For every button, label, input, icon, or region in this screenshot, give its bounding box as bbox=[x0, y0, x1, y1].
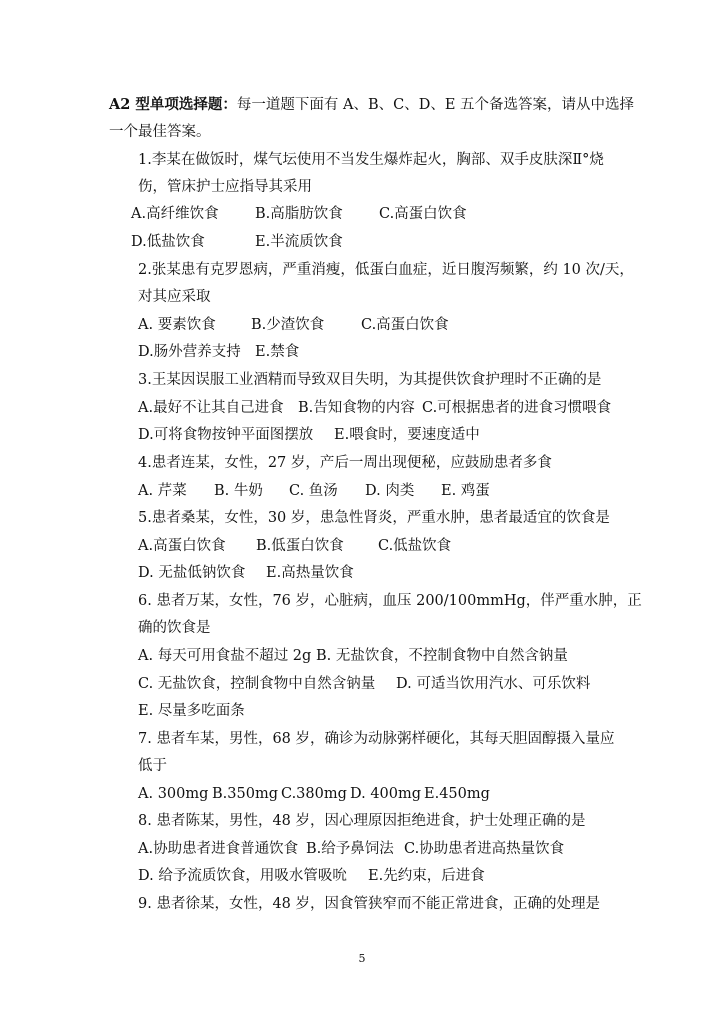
q6-options-row-3: E. 尽量多吃面条 bbox=[138, 703, 245, 719]
q2-stem-line-1: 2.张某患有克罗恩病，严重消瘦，低蛋白血症，近日腹泻频繁，约 10 次/天， bbox=[138, 262, 634, 278]
option: B. 牛奶 bbox=[214, 483, 263, 499]
intro-text: 每一道题下面有 A、B、C、D、E 五个备选答案，请从中选择 bbox=[236, 97, 635, 113]
option: D.低盐饮食 bbox=[131, 234, 205, 250]
q1-options-row-2 bbox=[131, 232, 343, 252]
q2-options-row-2 bbox=[138, 342, 299, 362]
option: D. 可适当饮用汽水、可乐饮料 bbox=[396, 676, 591, 692]
q9-stem-line-1: 9. 患者徐某，女性，48 岁，因食管狭窄而不能正常进食，正确的处理是 bbox=[138, 896, 601, 912]
q4-options-row-1 bbox=[138, 481, 490, 501]
q6-options-row-1 bbox=[138, 646, 568, 666]
option: C. 鱼汤 bbox=[289, 483, 338, 499]
option: B.低蛋白饮食 bbox=[256, 538, 344, 554]
q5-options-row-2 bbox=[138, 563, 354, 583]
option: C. 无盐饮食，控制食物中自然含钠量 bbox=[138, 676, 376, 692]
q5-stem-line-1: 5.患者桑某，女性，30 岁，患急性肾炎，严重水肿，患者最适宜的饮食是 bbox=[138, 510, 610, 526]
option: E.半流质饮食 bbox=[255, 234, 343, 250]
q1-stem-line-2: 伤，管床护士应指导其采用 bbox=[138, 179, 312, 195]
q8-options-row-1 bbox=[138, 839, 564, 859]
q6-stem-line-1: 6. 患者万某，女性，76 岁，心脏病，血压 200/100mmHg，伴严重水肿，正 bbox=[138, 593, 642, 609]
option: D.肠外营养支持 bbox=[138, 344, 241, 360]
intro-line-2: 一个最佳答案。 bbox=[109, 124, 211, 140]
option: E.喂食时，要速度适中 bbox=[334, 427, 480, 443]
option: B. 无盐饮食，不控制食物中自然含钠量 bbox=[316, 648, 568, 664]
option: C.低盐饮食 bbox=[378, 538, 452, 554]
option: E. 鸡蛋 bbox=[441, 483, 490, 499]
q3-options-row-1 bbox=[138, 398, 611, 418]
option: A. 300mg bbox=[138, 786, 209, 802]
option: B.350mg bbox=[212, 786, 278, 802]
option: B.给予鼻饲法 bbox=[306, 841, 394, 857]
q8-options-row-2 bbox=[138, 866, 485, 886]
option: D. 给予流质饮食，用吸水管吸吮 bbox=[138, 868, 347, 884]
option: D. 肉类 bbox=[365, 483, 415, 499]
option: E.高热量饮食 bbox=[266, 565, 354, 581]
q1-options-row-1 bbox=[131, 204, 467, 224]
q1-stem-text: 1.李某在做饭时，煤气坛使用不当发生爆炸起火，胸部、双手皮肤深Ⅱ°烧 bbox=[138, 152, 604, 168]
option: E.450mg bbox=[424, 786, 490, 802]
q1-stem-line-1 bbox=[138, 150, 642, 170]
option: A.最好不让其自己进食 bbox=[138, 400, 284, 416]
option: A.高蛋白饮食 bbox=[138, 538, 226, 554]
q7-stem-line-2: 低于 bbox=[138, 758, 167, 774]
section-heading: A2 型单项选择题： bbox=[109, 96, 237, 113]
option: C.380mg bbox=[281, 786, 347, 802]
option: A. 芹菜 bbox=[138, 483, 187, 499]
q2-stem-line-2: 对其应采取 bbox=[138, 289, 211, 305]
option: C.可根据患者的进食习惯喂食 bbox=[422, 400, 612, 416]
page-number: 5 bbox=[358, 952, 366, 965]
q8-stem-line-1: 8. 患者陈某，男性，48 岁，因心理原因拒绝进食，护士处理正确的是 bbox=[138, 813, 586, 829]
q3-options-row-2 bbox=[138, 425, 480, 445]
q3-stem-line-1: 3.王某因误服工业酒精而导致双目失明，为其提供饮食护理时不正确的是 bbox=[138, 372, 602, 388]
option: D.可将食物按钟平面图摆放 bbox=[138, 427, 314, 443]
q4-stem-line-1: 4.患者连某，女性，27 岁，产后一周出现便秘，应鼓励患者多食 bbox=[138, 455, 552, 471]
option: E.禁食 bbox=[255, 344, 300, 360]
option: A. 要素饮食 bbox=[138, 317, 216, 333]
option: C.高蛋白饮食 bbox=[361, 317, 449, 333]
option: D. 400mg bbox=[350, 786, 422, 802]
q7-stem-line-1: 7. 患者车某，男性，68 岁，确诊为动脉粥样硬化，其每天胆固醇摄入量应 bbox=[138, 731, 615, 747]
q2-options-row-1 bbox=[138, 315, 449, 335]
option: B.高脂肪饮食 bbox=[255, 206, 343, 222]
intro-line-1 bbox=[109, 95, 634, 115]
option: C.高蛋白饮食 bbox=[379, 206, 467, 222]
option: C.协助患者进高热量饮食 bbox=[404, 841, 565, 857]
q6-stem-line-2: 确的饮食是 bbox=[138, 620, 211, 636]
option: B.告知食物的内容 bbox=[298, 400, 415, 416]
option: A.高纤维饮食 bbox=[131, 206, 219, 222]
option: A.协助患者进食普通饮食 bbox=[138, 841, 299, 857]
option: E.先约束，后进食 bbox=[368, 868, 485, 884]
option: D. 无盐低钠饮食 bbox=[138, 565, 246, 581]
q6-options-row-2 bbox=[138, 674, 590, 694]
q5-options-row-1 bbox=[138, 536, 451, 556]
option: B.少渣饮食 bbox=[251, 317, 325, 333]
option: A. 每天可用食盐不超过 2g bbox=[138, 648, 312, 664]
q7-options-row-1 bbox=[138, 784, 490, 804]
